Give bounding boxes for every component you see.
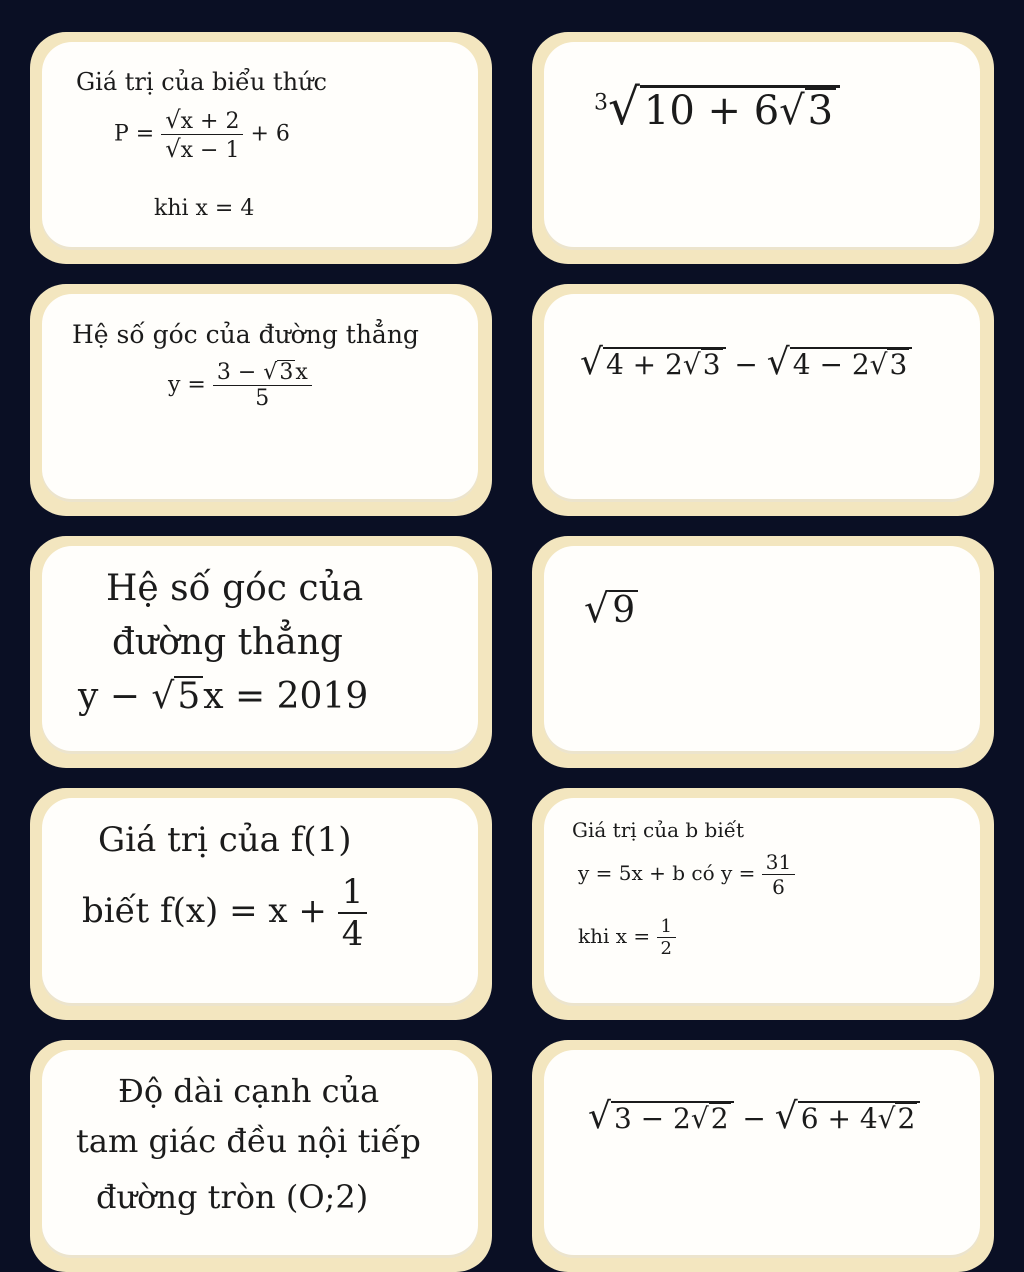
card-text-line: tam giác đều nội tiếp xyxy=(76,1122,421,1160)
inner-radicand-a: 2 xyxy=(710,1102,729,1135)
fraction-denominator: 5 xyxy=(255,386,270,411)
formula-slope xyxy=(168,360,312,411)
numerator-var: x xyxy=(295,360,308,385)
sqrt-expression: √ 3 − 2√2 − √ 6 + 4√2 xyxy=(588,1096,920,1137)
equation-radicand: 5 xyxy=(174,676,203,716)
numerator-radicand: 3 xyxy=(279,360,294,385)
cube-root-expression: $^3$√ 10 + 6√3 xyxy=(594,78,840,136)
card-text-line: Giá trị của biểu thức xyxy=(76,68,327,96)
card-expression-value[interactable] xyxy=(30,32,492,264)
card-text-line: Giá trị của b biết xyxy=(572,818,745,842)
card-face xyxy=(42,42,478,250)
card-face xyxy=(544,42,980,250)
card-face xyxy=(42,546,478,754)
card-face xyxy=(544,798,980,1006)
card-function-value[interactable] xyxy=(30,788,492,1020)
card-slope-1[interactable] xyxy=(30,284,492,516)
fraction: $\frac{3 - √3x}{5}$ xyxy=(213,360,312,411)
card-text-line: khi x = 4 xyxy=(154,196,255,221)
radicand-a: 4 + 2 xyxy=(605,348,683,381)
card-sqrt-difference-1[interactable] xyxy=(532,284,994,516)
fraction-denominator: 6 xyxy=(772,875,785,899)
fraction-numerator: 1 xyxy=(338,872,368,914)
radicand: 10 + 6 xyxy=(643,88,780,134)
fraction: $\frac{√x + 2}{√x - 1}$ xyxy=(161,106,243,163)
card-face xyxy=(42,798,478,1006)
card-text-line: đường thẳng xyxy=(112,622,343,663)
card-face xyxy=(544,1050,980,1258)
radicand: 9 xyxy=(609,590,638,630)
fraction xyxy=(762,850,795,899)
function-text: biết f(x) = x + xyxy=(82,891,327,931)
sqrt-expression: √ 4 + 2√3 − √ 4 − 2√3 xyxy=(580,342,912,383)
sqrt-expression: √9 xyxy=(584,586,638,632)
card-slope-2[interactable] xyxy=(30,536,492,768)
numerator-part: 3 − xyxy=(216,360,257,385)
card-text-line: Giá trị của f(1) xyxy=(98,820,352,860)
fraction-numerator: 31 xyxy=(762,850,795,875)
formula-plus: + 6 xyxy=(250,121,290,147)
slope-equation: y − √5x = 2019 xyxy=(78,676,369,717)
equation-part: x = 2019 xyxy=(203,676,369,717)
minus-sign: − xyxy=(734,348,758,381)
inner-radicand-b: 2 xyxy=(897,1102,916,1135)
fraction-denominator: 2 xyxy=(660,938,672,959)
function-definition xyxy=(82,872,367,954)
fraction-numerator: 1 xyxy=(657,916,676,938)
card-face xyxy=(42,294,478,502)
inner-radicand-b: 3 xyxy=(889,348,908,381)
fraction-denominator: x − 1 xyxy=(180,138,240,163)
card-cube-root[interactable] xyxy=(532,32,994,264)
fraction-denominator: 4 xyxy=(341,914,364,954)
card-face xyxy=(42,1050,478,1258)
radicand-b: 4 − 2 xyxy=(792,348,870,381)
equation-part: y − xyxy=(78,676,140,717)
card-face xyxy=(544,546,980,754)
formula-lhs: P = xyxy=(114,121,155,147)
card-text-line: Hệ số góc của xyxy=(106,568,364,609)
condition-text: khi x = xyxy=(578,924,651,948)
radicand-a: 3 − 2 xyxy=(613,1102,691,1135)
minus-sign: − xyxy=(742,1102,766,1135)
card-triangle-side[interactable] xyxy=(30,1040,492,1272)
radicand-b: 6 + 4 xyxy=(800,1102,878,1135)
card-sqrt-difference-2[interactable] xyxy=(532,1040,994,1272)
inner-radicand-a: 3 xyxy=(702,348,721,381)
card-text-line: đường tròn (O;2) xyxy=(96,1178,369,1216)
card-find-b[interactable] xyxy=(532,788,994,1020)
root-index: 3 xyxy=(594,90,608,116)
card-face xyxy=(544,294,980,502)
linear-equation xyxy=(578,850,795,899)
formula-p xyxy=(114,106,290,163)
card-text-line: Hệ số góc của đường thẳng xyxy=(72,320,419,349)
formula-lhs: y = xyxy=(168,372,206,398)
card-sqrt-9[interactable] xyxy=(532,536,994,768)
condition xyxy=(578,916,676,959)
inner-radicand: 3 xyxy=(805,88,836,132)
fraction xyxy=(338,872,368,954)
card-text-line: Độ dài cạnh của xyxy=(118,1072,380,1110)
fraction xyxy=(657,916,676,959)
fraction-numerator: x + 2 xyxy=(180,109,240,134)
equation-text: y = 5x + b có y = xyxy=(578,861,756,885)
